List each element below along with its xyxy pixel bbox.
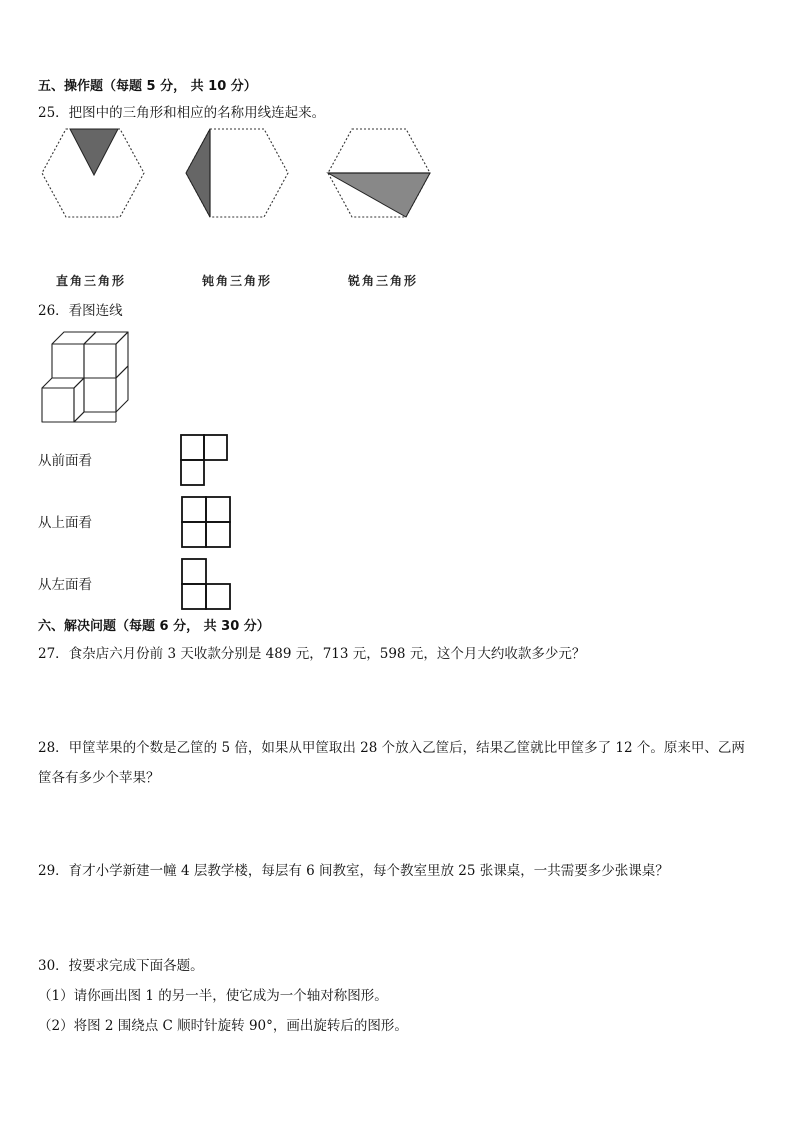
cube-stack-figure [40, 330, 130, 426]
question-28-text-line1: 28．甲筐苹果的个数是乙筐的 5 倍，如果从甲筐取出 28 个放入乙筐后，结果乙筐就比甲筐多了 12 个。原来甲、乙两 [38, 740, 745, 756]
section-six-title: 六、解决问题（每题 6 分， 共 30 分） [38, 619, 270, 634]
question-29-text: 29．育才小学新建一幢 4 层教学楼，每层有 6 间教室，每个教室里放 25 张课桌，一共需要多少张课桌？ [38, 863, 669, 879]
view-l-shape-grid [180, 433, 230, 489]
view-front-label: 从前面看 [38, 453, 92, 469]
view-inverted-l-grid [180, 557, 232, 613]
question-30-part1: （1）请你画出图 1 的另一半，使它成为一个轴对称图形。 [38, 988, 388, 1004]
question-25-text: 25．把图中的三角形和相应的名称用线连起来。 [38, 105, 326, 121]
hexagon-obtuse-triangle-figure [184, 127, 290, 219]
question-30-text: 30．按要求完成下面各题。 [38, 958, 204, 974]
question-30-part2: （2）将图 2 围绕点 C 顺时针旋转 90°，画出旋转后的图形。 [38, 1018, 408, 1034]
view-left-label: 从左面看 [38, 577, 92, 593]
question-26-text: 26．看图连线 [38, 303, 123, 319]
label-obtuse-triangle: 钝角三角形 [202, 274, 273, 288]
label-acute-triangle: 锐角三角形 [348, 274, 419, 288]
view-top-label: 从上面看 [38, 515, 92, 531]
hexagon-acute-triangle-figure [326, 127, 432, 219]
view-square-grid [180, 495, 232, 551]
question-27-text: 27．食杂店六月份前 3 天收款分别是 489 元，713 元，598 元，这个月大约收款多少元？ [38, 646, 586, 662]
hexagon-right-triangle-figure [40, 127, 146, 219]
section-five-title: 五、操作题（每题 5 分， 共 10 分） [38, 79, 257, 94]
question-28-text-line2: 筐各有多少个苹果？ [38, 770, 160, 786]
label-right-triangle: 直角三角形 [56, 274, 127, 288]
